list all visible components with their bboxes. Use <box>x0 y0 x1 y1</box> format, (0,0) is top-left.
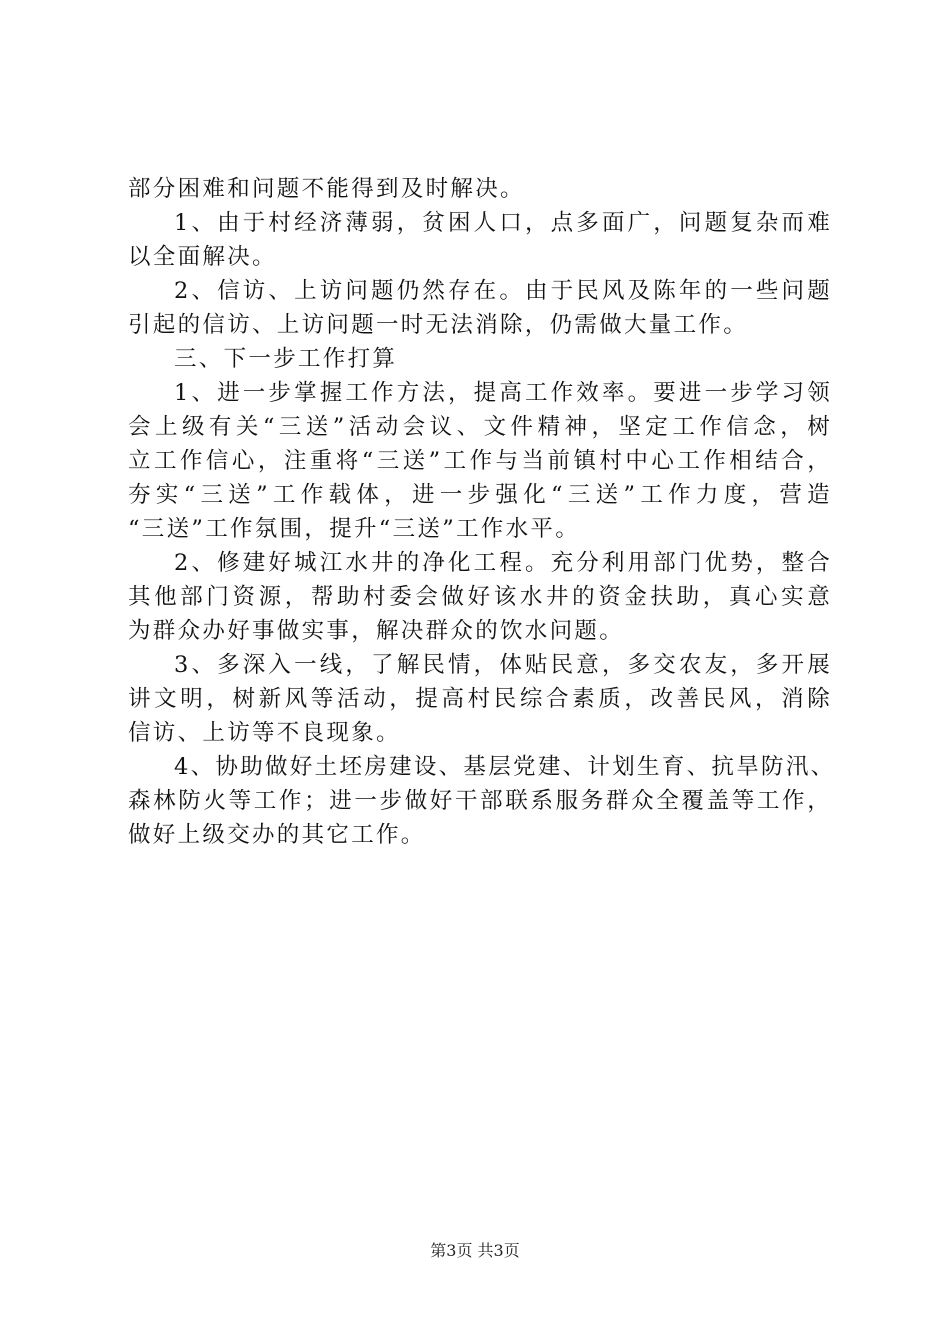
text-line: 2、信访、上访问题仍然存在。由于民风及陈年的一些问题 <box>174 278 832 304</box>
text-line: 4、协助做好土坯房建设、基层党建、计划生育、抗旱防汛、 <box>174 754 836 780</box>
text-line: 为群众办好事做实事，解决群众的饮水问题。 <box>128 618 625 644</box>
text-line: 讲文明，树新风等活动，提高村民综合素质，改善民风，消除 <box>128 686 832 712</box>
text-line: 三、下一步工作打算 <box>174 346 398 372</box>
page-footer: 第3页 共3页 <box>430 1241 520 1260</box>
text-line: 做好上级交办的其它工作。 <box>128 822 426 848</box>
text-line: 以全面解决。 <box>128 244 277 270</box>
text-line: 其他部门资源，帮助村委会做好该水井的资金扶助，真心实意 <box>128 584 832 610</box>
document-body <box>128 172 836 852</box>
text-line: 1、由于村经济薄弱，贫困人口，点多面广，问题复杂而难 <box>174 210 832 236</box>
text-line: 信访、上访等不良现象。 <box>128 720 401 746</box>
text-line: 3、多深入一线，了解民情，体贴民意，多交农友，多开展 <box>174 652 832 678</box>
text-line: 引起的信访、上访问题一时无法消除，仍需做大量工作。 <box>128 312 749 338</box>
text-line: 部分困难和问题不能得到及时解决。 <box>128 176 525 202</box>
text-line: 森林防火等工作；进一步做好干部联系服务群众全覆盖等工作， <box>128 788 832 814</box>
text-line: “三送”工作氛围，提升“三送”工作水平。 <box>128 516 581 542</box>
text-line: 立工作信心，注重将“三送”工作与当前镇村中心工作相结合， <box>128 448 832 474</box>
text-line: 会上级有关“三送”活动会议、文件精神，坚定工作信念，树 <box>128 414 832 440</box>
text-line: 夯实“三送”工作载体，进一步强化“三送”工作力度，营造 <box>128 482 832 508</box>
text-line: 2、修建好城江水井的净化工程。充分利用部门优势，整合 <box>174 550 832 576</box>
text-line: 1、进一步掌握工作方法，提高工作效率。要进一步学习领 <box>174 380 832 406</box>
